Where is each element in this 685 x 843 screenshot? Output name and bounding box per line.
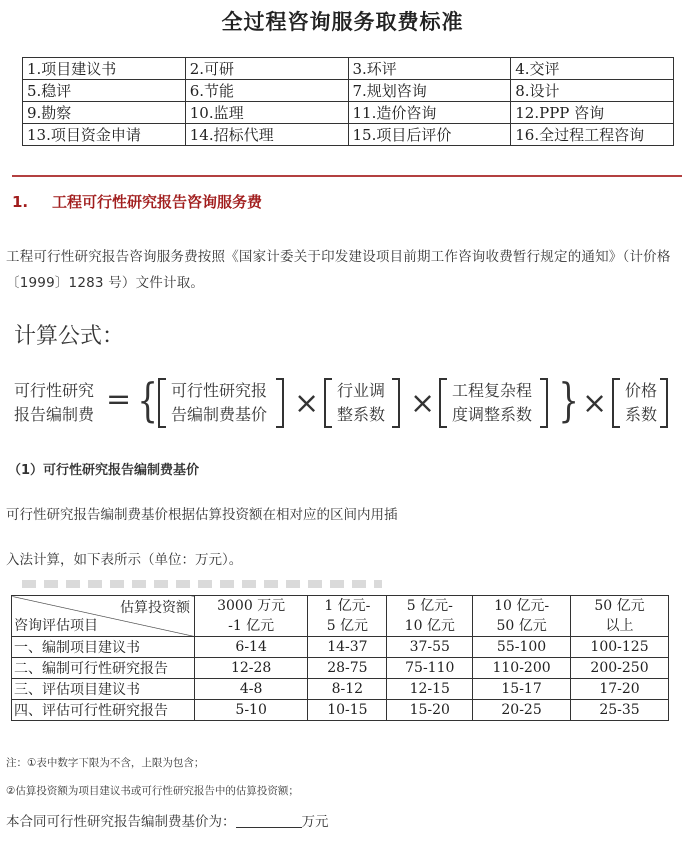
formula-term1-line2: 告编制费基价 [171,405,268,424]
formula-term3-line2: 度调整系数 [452,405,533,424]
fee-range-cell: 37-55 [387,637,473,658]
amount-blank[interactable] [236,813,302,828]
column-header [308,596,387,637]
fee-range-cell: 10-15 [308,700,387,721]
column-header-line: 50 亿元 [594,598,645,614]
bracket-open [439,378,447,428]
section-number: 1. [12,193,29,211]
formula-lhs-line2: 报告编制费 [14,405,95,424]
column-header-line: 以上 [605,618,634,634]
table-row [12,679,669,700]
bracket-close [392,378,400,428]
service-item: 9.勘察 [23,102,186,124]
bracket-open [158,378,166,428]
service-item: 16.全过程工程咨询 [511,124,674,146]
row-label: 四、评估可行性研究报告 [12,700,195,721]
service-item: 7.规划咨询 [348,80,511,102]
services-row [23,102,674,124]
corner-label-top: 估算投资额 [120,600,190,616]
formula-left-brace: { [137,373,158,427]
formula-right-brace: } [558,373,579,427]
fee-range-cell: 6-14 [195,637,308,658]
note-line: ②估算投资额为项目建议书或可行性研究报告中的估算投资额； [6,785,299,797]
bracket-open [324,378,332,428]
fee-range-cell: 14-37 [308,637,387,658]
contract-unit: 万元 [301,814,329,830]
formula-equals: = [106,382,132,417]
contract-prefix: 本合同可行性研究报告编制费基价为： [6,814,236,830]
paragraph: 可行性研究报告编制费基价根据估算投资额在相对应的区间内用插 [6,507,398,523]
formula-times: × [582,386,608,421]
faded-text-strip [22,580,382,588]
formula-times: × [410,386,436,421]
column-header [473,596,571,637]
formula-lhs-line1: 可行性研究 [14,381,95,400]
services-row [23,124,674,146]
services-row [23,58,674,80]
subheading: （1）可行性研究报告编制费基价 [8,463,200,478]
row-label: 二、编制可行性研究报告 [12,658,195,679]
fee-range-cell: 4-8 [195,679,308,700]
bracket-close [276,378,284,428]
column-header-line: -1 亿元 [228,618,275,634]
section-title: 工程可行性研究报告咨询服务费 [52,193,263,211]
service-item: 13.项目资金申请 [23,124,186,146]
column-header-line: 50 亿元 [496,618,547,634]
fee-formula [14,374,678,438]
formula-term2-line1: 行业调 [337,381,386,400]
fee-table [11,595,669,721]
bracket-close [660,378,668,428]
formula-term4-line2: 系数 [625,405,658,424]
service-item: 1.项目建议书 [23,58,186,80]
section-heading [12,191,262,212]
fee-range-cell: 75-110 [387,658,473,679]
fee-range-cell: 25-35 [571,700,669,721]
formula-term1-line1: 可行性研究报 [171,381,268,400]
fee-range-cell: 15-20 [387,700,473,721]
service-item: 10.监理 [185,102,348,124]
fee-range-cell: 55-100 [473,637,571,658]
formula-title: 计算公式： [14,324,125,349]
table-row [12,658,669,679]
row-label: 一、编制项目建议书 [12,637,195,658]
fee-range-cell: 5-10 [195,700,308,721]
fee-range-cell: 200-250 [571,658,669,679]
note-line: 注：①表中数字下限为不含，上限为包含； [6,757,205,769]
fee-table-header [12,596,669,637]
service-item: 11.造价咨询 [348,102,511,124]
service-item: 4.交评 [511,58,674,80]
service-item: 6.节能 [185,80,348,102]
fee-range-cell: 12-28 [195,658,308,679]
fee-range-cell: 17-20 [571,679,669,700]
fee-range-cell: 110-200 [473,658,571,679]
paragraph: 入法计算，如下表所示（单位：万元）。 [6,552,243,568]
services-row [23,80,674,102]
contract-line [6,810,329,830]
intro-paragraph: 工程可行性研究报告咨询服务费按照《国家计委关于印发建设项目前期工作咨询收费暂行规定的通知》（计价格〔1999〕1283 号）文件计取。 [6,249,671,291]
formula-times: × [294,386,320,421]
service-item: 8.设计 [511,80,674,102]
bracket-close [540,378,548,428]
service-item: 2.可研 [185,58,348,80]
column-header-line: 1 亿元- [324,598,371,614]
fee-range-cell: 8-12 [308,679,387,700]
column-header-line: 3000 万元 [217,598,286,614]
formula-term4-line1: 价格 [625,381,658,400]
table-corner-cell [12,596,195,637]
column-header [571,596,669,637]
fee-range-cell: 100-125 [571,637,669,658]
service-item: 15.项目后评价 [348,124,511,146]
service-item: 3.环评 [348,58,511,80]
corner-label-bottom: 咨询评估项目 [14,618,98,634]
column-header-line: 5 亿元 [326,618,369,634]
column-header-line: 10 亿元 [404,618,455,634]
formula-term3-line1: 工程复杂程 [452,381,533,400]
column-header-line: 10 亿元- [494,598,550,614]
formula-term2-line2: 整系数 [337,405,386,424]
column-header [387,596,473,637]
bracket-open [612,378,620,428]
service-item: 12.PPP 咨询 [511,102,674,124]
services-table [22,57,674,146]
fee-range-cell: 12-15 [387,679,473,700]
page-title: 全过程咨询服务取费标准 [221,10,464,34]
column-header-line: 5 亿元- [406,598,453,614]
notes [6,749,299,805]
section-divider [12,175,682,177]
service-item: 14.招标代理 [185,124,348,146]
fee-range-cell: 20-25 [473,700,571,721]
table-row [12,700,669,721]
fee-range-cell: 15-17 [473,679,571,700]
column-header [195,596,308,637]
row-label: 三、评估项目建议书 [12,679,195,700]
fee-range-cell: 28-75 [308,658,387,679]
service-item: 5.稳评 [23,80,186,102]
table-row [12,637,669,658]
